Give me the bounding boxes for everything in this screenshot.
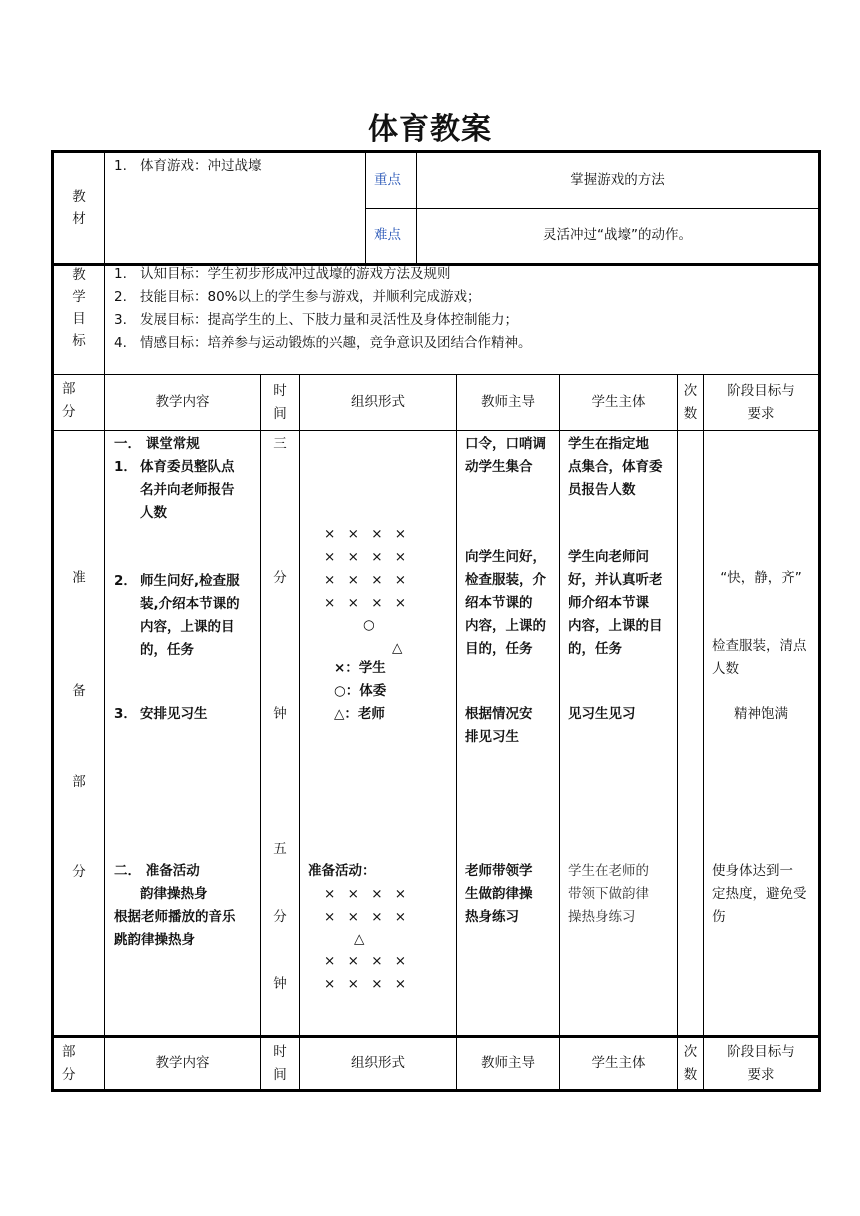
header-student: 学生主体 bbox=[591, 394, 646, 410]
list-number: 3. bbox=[114, 312, 127, 328]
page-title: 体育教案 bbox=[368, 112, 492, 147]
routine-item-1 bbox=[140, 456, 256, 525]
header-goal-line: 要求 bbox=[747, 406, 775, 422]
teacher-guide-2 bbox=[465, 546, 557, 661]
objectives-label-char: 目 bbox=[72, 311, 86, 327]
text-line: 目的，任务 bbox=[465, 641, 533, 657]
list-item bbox=[114, 309, 814, 332]
header-part-char: 部 bbox=[62, 381, 76, 397]
header-time bbox=[261, 380, 299, 426]
header-count bbox=[678, 1041, 703, 1087]
text-line: 跳韵律操热身 bbox=[114, 932, 195, 948]
col-divider bbox=[559, 374, 560, 1089]
formation-row: × × × × bbox=[324, 549, 411, 565]
formation-row: × × × × bbox=[324, 976, 411, 992]
text-line: 动学生集合 bbox=[465, 459, 533, 475]
teacher-triangle-icon: △ bbox=[392, 640, 403, 656]
header-count bbox=[678, 380, 703, 426]
text-line: 内容，上课的目 bbox=[140, 619, 235, 635]
prep-part-char: 准 bbox=[72, 570, 86, 586]
formation-row: × × × × bbox=[324, 886, 411, 902]
header-teacher: 教师主导 bbox=[481, 1055, 535, 1071]
item-number: 1． bbox=[114, 459, 137, 475]
text-line: 检查服装，介 bbox=[465, 572, 546, 588]
text-line: 人数 bbox=[140, 505, 167, 521]
routine-item-3: 安排见习生 bbox=[140, 706, 208, 722]
col-divider bbox=[104, 153, 105, 1089]
text-line: 员报告人数 bbox=[568, 482, 636, 498]
list-number: 4. bbox=[114, 335, 127, 351]
warmup-title: 二． 准备活动 bbox=[114, 863, 200, 879]
text-line: 使身体达到一 bbox=[712, 863, 793, 879]
formation-row: × × × × bbox=[324, 526, 411, 542]
time-char: 钟 bbox=[273, 706, 287, 722]
text-line: 师生问好,检查服 bbox=[140, 573, 240, 589]
objectives-label-char: 学 bbox=[72, 289, 86, 305]
list-number: 2. bbox=[114, 289, 127, 305]
header-content: 教学内容 bbox=[155, 394, 210, 410]
header-time bbox=[261, 1041, 299, 1087]
text-line: 人数 bbox=[712, 661, 739, 677]
monitor-circle-icon: ○ bbox=[363, 617, 375, 633]
list-text: 情感目标：培养参与运动锻炼的兴趣，竞争意识及团结合作精神。 bbox=[140, 335, 532, 351]
list-text: 认知目标：学生初步形成冲过战壕的游戏方法及规则 bbox=[140, 266, 451, 282]
text-line: 老师带领学 bbox=[465, 863, 533, 879]
warmup-subtitle: 韵律操热身 bbox=[140, 886, 208, 902]
material-label-char: 材 bbox=[72, 211, 86, 227]
list-item bbox=[114, 332, 814, 355]
formation-row: × × × × bbox=[324, 595, 411, 611]
formation-row: × × × × bbox=[324, 909, 411, 925]
text-line: 学生在指定地 bbox=[568, 436, 649, 452]
legend-teacher: △：老师 bbox=[334, 706, 385, 722]
text-line: 好，并认真听老 bbox=[568, 572, 663, 588]
goal-4 bbox=[712, 860, 816, 929]
list-text: 发展目标：提高学生的上、下肢力量和灵活性及身体控制能力； bbox=[140, 312, 518, 328]
teacher-guide-4 bbox=[465, 860, 557, 929]
lesson-plan-table bbox=[51, 150, 821, 1092]
header-count-char: 次 bbox=[683, 383, 698, 399]
header-form: 组织形式 bbox=[351, 394, 405, 410]
text-line: 的，任务 bbox=[140, 642, 194, 658]
goal-3: 精神饱满 bbox=[734, 706, 788, 722]
header-count-char: 数 bbox=[683, 406, 698, 422]
goal-2 bbox=[712, 635, 816, 681]
list-text: 技能目标：80%以上的学生参与游戏，并顺利完成游戏； bbox=[140, 289, 481, 305]
routine-title: 一． 课堂常规 bbox=[114, 436, 200, 452]
student-activity-2 bbox=[568, 546, 676, 661]
list-item bbox=[114, 286, 814, 309]
header-teacher: 教师主导 bbox=[481, 394, 535, 410]
text-line: 内容，上课的 bbox=[465, 618, 546, 634]
text-line: 定热度，避免受 bbox=[712, 886, 807, 902]
difficulty-label: 难点 bbox=[374, 227, 401, 243]
student-activity-4 bbox=[568, 860, 676, 929]
material-list bbox=[114, 155, 359, 178]
time-char: 五 bbox=[273, 841, 287, 857]
difficulty-value: 灵活冲过“战壕”的动作。 bbox=[543, 227, 692, 243]
student-activity-1 bbox=[568, 433, 676, 502]
header-goal-line: 要求 bbox=[747, 1067, 775, 1083]
item-number: 2． bbox=[114, 573, 137, 589]
col-divider bbox=[703, 374, 704, 1089]
time-char: 三 bbox=[273, 436, 287, 452]
key-point-label: 重点 bbox=[374, 172, 401, 188]
header-count-char: 次 bbox=[683, 1044, 698, 1060]
header-count-char: 数 bbox=[683, 1067, 698, 1083]
header-goal-line: 阶段目标与 bbox=[727, 383, 795, 399]
text-line: 口令，口哨调 bbox=[465, 436, 546, 452]
text-line: 点集合，体育委 bbox=[568, 459, 663, 475]
header-student: 学生主体 bbox=[591, 1055, 646, 1071]
list-item bbox=[114, 263, 814, 286]
time-char: 分 bbox=[273, 570, 287, 586]
header-part bbox=[62, 378, 98, 424]
objectives-label-char: 标 bbox=[72, 333, 86, 349]
formation-row: × × × × bbox=[324, 953, 411, 969]
header-goal bbox=[704, 380, 818, 426]
key-point-value: 掌握游戏的方法 bbox=[570, 172, 665, 188]
col-divider bbox=[456, 374, 457, 1089]
legend-student: ×：学生 bbox=[334, 660, 386, 676]
student-activity-3: 见习生见习 bbox=[568, 706, 636, 722]
list-number: 1. bbox=[114, 158, 127, 174]
list-number: 1. bbox=[114, 266, 127, 282]
warmup-form-label: 准备活动： bbox=[308, 863, 376, 879]
text-line: 排见习生 bbox=[465, 729, 519, 745]
header-part-char: 分 bbox=[62, 1067, 76, 1083]
warmup-description bbox=[114, 906, 260, 952]
header-time-char: 时 bbox=[273, 383, 287, 399]
list-text: 体育游戏：冲过战壕 bbox=[140, 158, 262, 174]
legend-monitor: ○：体委 bbox=[334, 683, 387, 699]
list-item bbox=[114, 155, 359, 178]
teacher-triangle-icon: △ bbox=[354, 931, 365, 947]
col-divider bbox=[365, 153, 366, 263]
text-line: 热身练习 bbox=[465, 909, 519, 925]
teacher-guide-1 bbox=[465, 433, 557, 479]
item-number: 3． bbox=[114, 706, 137, 722]
header-time-char: 间 bbox=[273, 1067, 287, 1083]
goal-1: “快，静，齐” bbox=[720, 570, 802, 586]
row-divider bbox=[365, 208, 818, 209]
header-time-char: 间 bbox=[273, 406, 287, 422]
text-line: 伤 bbox=[712, 909, 726, 925]
time-char: 分 bbox=[273, 909, 287, 925]
formation-row: × × × × bbox=[324, 572, 411, 588]
time-char: 钟 bbox=[273, 976, 287, 992]
text-line: 师介绍本节课 bbox=[568, 595, 649, 611]
text-line: 体育委员整队点 bbox=[140, 459, 235, 475]
objectives-list bbox=[114, 263, 814, 355]
routine-item-2 bbox=[140, 570, 260, 662]
header-part bbox=[62, 1041, 98, 1087]
objectives-label bbox=[54, 264, 104, 352]
header-time-char: 时 bbox=[273, 1044, 287, 1060]
text-line: 学生在老师的 bbox=[568, 863, 649, 879]
material-label bbox=[54, 186, 104, 230]
text-line: 的，任务 bbox=[568, 641, 622, 657]
text-line: 操热身练习 bbox=[568, 909, 636, 925]
header-goal bbox=[704, 1041, 818, 1087]
text-line: 名并向老师报告 bbox=[140, 482, 235, 498]
text-line: 根据老师播放的音乐 bbox=[114, 909, 236, 925]
col-divider bbox=[677, 374, 678, 1089]
prep-part-char: 分 bbox=[72, 864, 86, 880]
header-content: 教学内容 bbox=[155, 1055, 210, 1071]
material-label-char: 教 bbox=[72, 189, 86, 205]
text-line: 学生向老师问 bbox=[568, 549, 649, 565]
text-line: 装,介绍本节课的 bbox=[140, 596, 240, 612]
text-line: 根据情况安 bbox=[465, 706, 533, 722]
text-line: 向学生问好， bbox=[465, 549, 546, 565]
col-divider bbox=[299, 374, 300, 1089]
text-line: 检查服装，清点 bbox=[712, 638, 807, 654]
header-part-char: 部 bbox=[62, 1044, 76, 1060]
prep-part-char: 部 bbox=[72, 774, 86, 790]
header-form: 组织形式 bbox=[351, 1055, 405, 1071]
objectives-label-char: 教 bbox=[72, 267, 86, 283]
teacher-guide-3 bbox=[465, 703, 557, 749]
header-goal-line: 阶段目标与 bbox=[727, 1044, 795, 1060]
text-line: 内容，上课的目 bbox=[568, 618, 663, 634]
text-line: 生做韵律操 bbox=[465, 886, 533, 902]
prep-part-char: 备 bbox=[72, 683, 86, 699]
header-part-char: 分 bbox=[62, 404, 76, 420]
text-line: 绍本节课的 bbox=[465, 595, 533, 611]
text-line: 带领下做韵律 bbox=[568, 886, 649, 902]
